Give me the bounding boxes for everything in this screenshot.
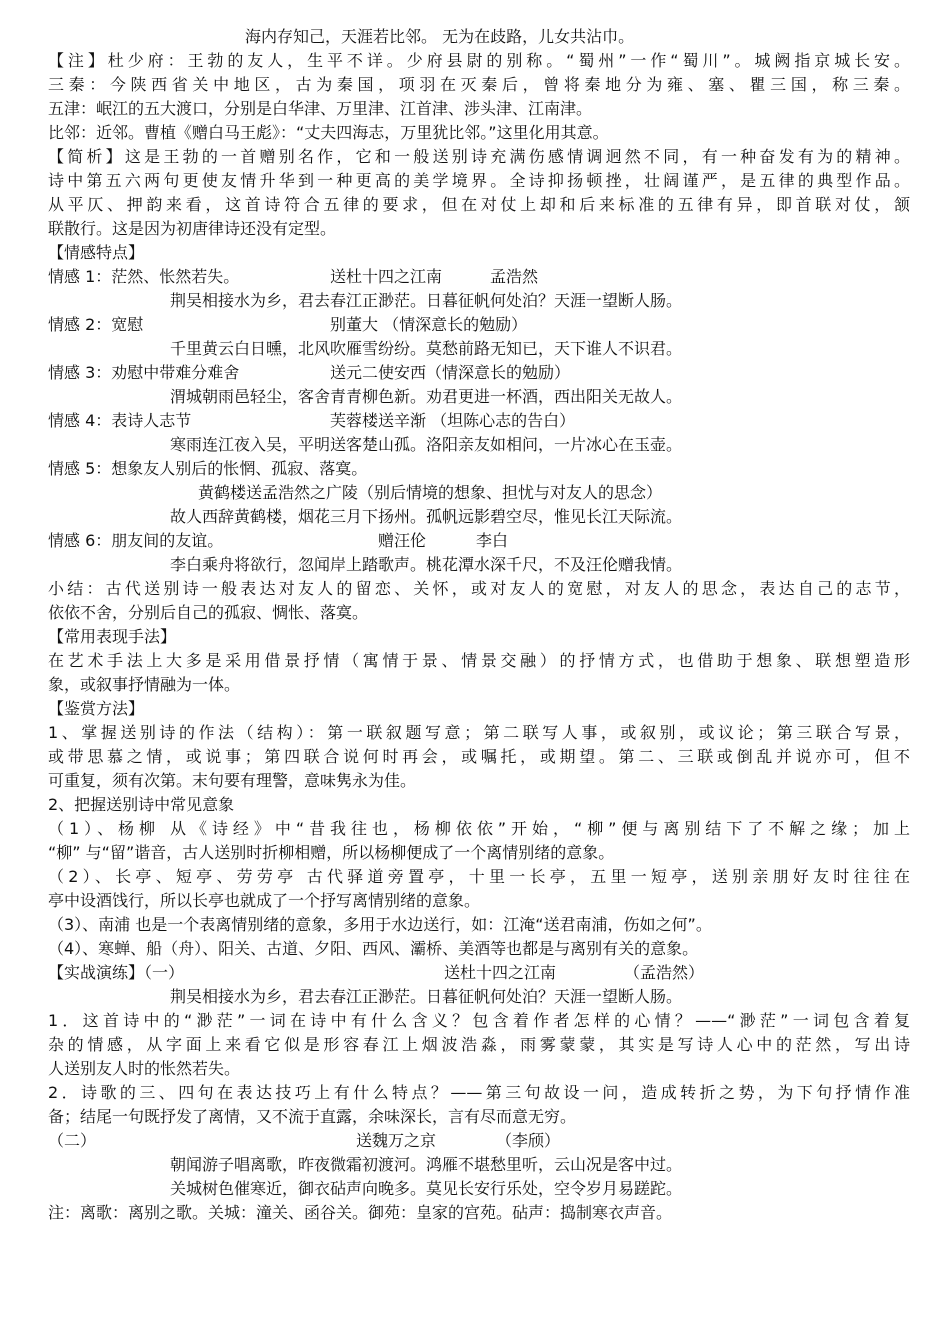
imagery-line: （2）、长亭、短亭、劳劳亭 古代驿道旁置亭，十里一长亭，五里一短亭，送别亲朋好友时往往在 (48, 867, 910, 886)
emotion-label: 情感 4：表诗人志节 (48, 411, 192, 430)
emotion-label: 情感 1：茫然、怅然若失。 (48, 267, 240, 286)
summary-line: 小结：古代送别诗一般表达对友人的留恋、关怀，或对友人的宽慰，对友人的思念，表达自己的志节， (48, 579, 910, 598)
imagery-line: “柳” 与“留”谐音，古人送别时折柳相赠，所以杨柳便成了一个离情别绪的意象。 (48, 843, 615, 862)
section-label: （二） (48, 1131, 97, 1150)
poem-title: 芙蓉楼送辛渐 （坦陈心志的告白） (330, 411, 576, 430)
poem-text: 千里黄云白日曛，北风吹雁雪纷纷。莫愁前路无知已，天下谁人不识君。 (170, 339, 683, 358)
poem-couplet: 海内存知己，天涯若比邻。 无为在歧路，儿女共沾巾。 (245, 27, 635, 46)
analysis-line: 【简析】这是王勃的一首赠别名作，它和一般送别诗充满伤感情调迥然不同，有一种奋发有为的精神。 (48, 147, 910, 166)
body-line: 在艺术手法上大多是采用借景抒情（寓情于景、情景交融）的抒情方式，也借助于想象、联想塑造形 (48, 651, 910, 670)
emotion-label: 情感 6：朋友间的友谊。 (48, 531, 224, 550)
note-line: 注：离歌：离别之歌。关城：潼关、函谷关。御苑：皇家的宫苑。砧声：捣制寒衣声音。 (48, 1203, 673, 1222)
body-line: 象，或叙事抒情融为一体。 (48, 675, 241, 694)
note-line: 五津：岷江的五大渡口，分别是白华津、万里津、江首津、涉头津、江南津。 (48, 99, 593, 118)
poem-title: 送杜十四之江南 (444, 963, 557, 982)
analysis-line: 从平仄、押韵来看，这首诗符合五律的要求，但在对仗上却和后来标准的五律有异，即首联对仗，颔 (48, 195, 910, 214)
poem-text: 寒雨连江夜入吴，平明送客楚山孤。洛阳亲友如相问，一片冰心在玉壶。 (170, 435, 683, 454)
imagery-line: （4）、寒蝉、船（舟）、阳关、古道、夕阳、西风、灞桥、美酒等也都是与离别有关的意象。 (48, 939, 699, 958)
answer-line: 杂的情感，从字面上来看它似是形容春江上烟波浩淼，雨雾蒙蒙，其实是写诗人心中的茫然，写出诗 (48, 1035, 910, 1054)
imagery-line: （3）、南浦 也是一个表离情别绪的意象，多用于水边送行，如：江淹“送君南浦，伤如之何”。 (48, 915, 712, 934)
poem-text: 荆吴相接水为乡，君去春江正渺茫。日暮征帆何处泊？天涯一望断人肠。 (170, 987, 683, 1006)
poem-title: 送魏万之京 (356, 1131, 437, 1150)
poem-title: 别董大 （情深意长的勉励） (330, 315, 528, 334)
answer-line: 人送别友人时的怅然若失。 (48, 1059, 241, 1078)
note-line: 三秦：今陕西省关中地区，古为秦国，项羽在灭秦后，曾将秦地分为雍、塞、瞿三国，称三秦。 (48, 75, 910, 94)
poem-title: 送杜十四之江南 (330, 267, 443, 286)
section-heading: 【实战演练】（一） (48, 963, 185, 982)
section-heading: 【鉴赏方法】 (48, 699, 145, 718)
summary-line: 依依不舍，分别后自己的孤寂、惆怅、落寞。 (48, 603, 369, 622)
imagery-line: （1）、杨柳 从《诗经》中“昔我往也，杨柳依依”开始，“柳”便与离别结下了不解之缘；加上 (48, 819, 910, 838)
poem-author: 孟浩然 (490, 267, 539, 286)
body-line: 或带思慕之情，或说事；第四联合说何时再会，或嘱托，或期望。第二、三联或倒乱并说亦可，但不 (48, 747, 910, 766)
answer-line: 备；结尾一句既抒发了离情，又不流于直露，余味深长，言有尽而意无穷。 (48, 1107, 577, 1126)
analysis-line: 联散行。这是因为初唐律诗还没有定型。 (48, 219, 337, 238)
emotion-label: 情感 2：宽慰 (48, 315, 144, 334)
question-line: 2．诗歌的三、四句在表达技巧上有什么特点？——第三句故设一问，造成转折之势，为下句抒情作准 (48, 1083, 910, 1102)
poem-author: 李白 (476, 531, 509, 550)
body-line: 2、把握送别诗中常见意象 (48, 795, 235, 814)
poem-text: 李白乘舟将欲行，忽闻岸上踏歌声。桃花潭水深千尺，不及汪伦赠我情。 (170, 555, 683, 574)
emotion-label: 情感 3：劝慰中带难分难舍 (48, 363, 240, 382)
section-heading: 【常用表现手法】 (48, 627, 177, 646)
analysis-line: 诗中第五六两句更使友情升华到一种更高的美学境界。全诗抑扬顿挫，壮阔谨严，是五律的典型作品。 (48, 171, 910, 190)
poem-title: 黄鹤楼送孟浩然之广陵（别后情境的想象、担忧与对友人的思念） (198, 483, 663, 502)
poem-author: （李颀） (496, 1131, 561, 1150)
poem-text: 关城树色催寒近，御衣砧声向晚多。莫见长安行乐处，空令岁月易蹉跎。 (170, 1179, 683, 1198)
poem-title: 赠汪伦 (378, 531, 427, 550)
poem-text: 渭城朝雨邑轻尘，客舍青青柳色新。劝君更进一杯酒，西出阳关无故人。 (170, 387, 683, 406)
imagery-line: 亭中设酒饯行，所以长亭也就成了一个抒写离情别绪的意象。 (48, 891, 481, 910)
poem-text: 朝闻游子唱离歌，昨夜微霜初渡河。鸿雁不堪愁里听，云山况是客中过。 (170, 1155, 683, 1174)
emotion-label: 情感 5：想象友人别后的怅惘、孤寂、落寞。 (48, 459, 368, 478)
poem-text: 荆吴相接水为乡，君去春江正渺茫。日暮征帆何处泊？天涯一望断人肠。 (170, 291, 683, 310)
poem-title: 送元二使安西（情深意长的勉励） (330, 363, 571, 382)
body-line: 1、掌握送别诗的作法（结构）：第一联叙题写意；第二联写人事，或叙别，或议论；第三联合写景， (48, 723, 910, 742)
note-line: 比邻：近邻。曹植《赠白马王彪》：“丈夫四海志，万里犹比邻。”这里化用其意。 (48, 123, 609, 142)
poem-author: （孟浩然） (624, 963, 705, 982)
section-heading: 【情感特点】 (48, 243, 145, 262)
body-line: 可重复，须有次第。末句要有理警，意味隽永为佳。 (48, 771, 417, 790)
note-line: 【注】杜少府：王勃的友人，生平不详。少府县尉的别称。“蜀州”一作“蜀川”。城阙指京城长安。 (48, 51, 910, 70)
question-line: 1．这首诗中的“渺茫”一词在诗中有什么含义？包含着作者怎样的心情？——“渺茫”一词包含着复 (48, 1011, 910, 1030)
poem-text: 故人西辞黄鹤楼，烟花三月下扬州。孤帆远影碧空尽，惟见长江天际流。 (170, 507, 683, 526)
